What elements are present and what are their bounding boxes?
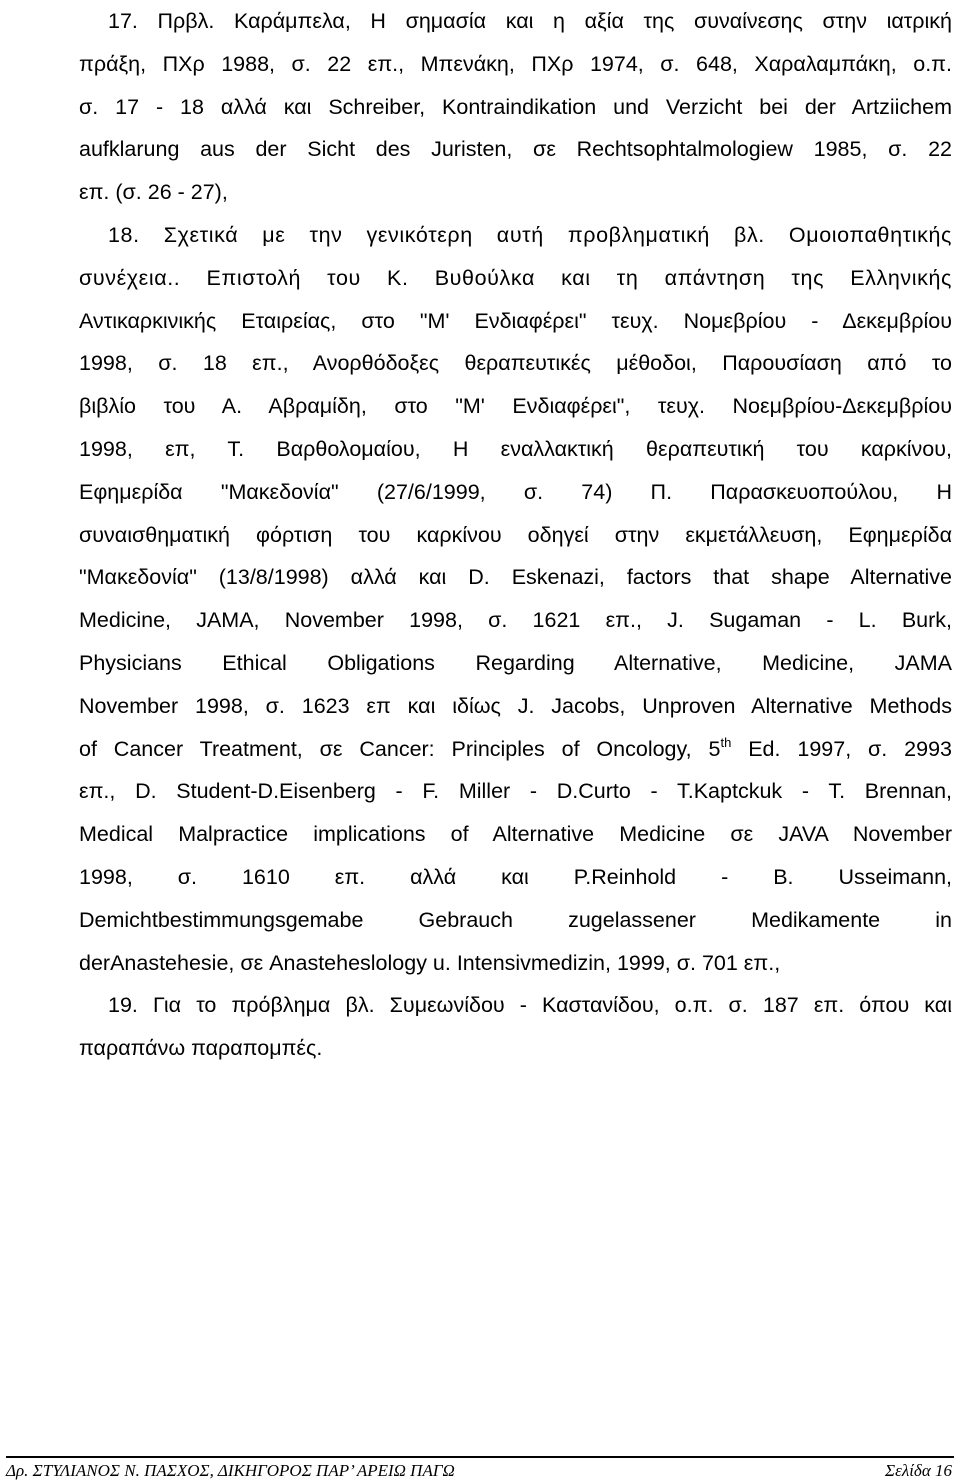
footnote-17-line-2: πράξη, ΠΧρ 1988, σ. 22 επ., Μπενάκη, ΠΧρ 1974, σ. 648, Χαραλαμπάκη, ο.π.	[79, 51, 952, 76]
footnote-17-line-5: επ. (σ. 26 - 27),	[79, 180, 228, 205]
footnote-18-line-11: Physicians Ethical Obligations Regarding Alternative, Medicine, JAMA	[79, 650, 952, 675]
footnotes-block	[79, 0, 952, 1070]
footer-page-number: Σελίδα 16	[885, 1461, 952, 1480]
footnote-18-line-2: συνέχεια.. Επιστολή του Κ. Βυθούλκα και τη απάντηση της Ελληνικής	[79, 265, 952, 290]
footnote-18-line-6: 1998, επ, Τ. Βαρθολομαίου, Η εναλλακτική θεραπευτική του καρκίνου,	[79, 436, 952, 461]
footnote-19-line-1: 19. Για το πρόβλημα βλ. Συμεωνίδου - Καστανίδου, ο.π. σ. 187 επ. όπου και	[108, 993, 952, 1018]
footnote-18-line-16: 1998, σ. 1610 επ. αλλά και P.Reinhold - B. Usseimann,	[79, 864, 952, 889]
footnote-18-line-4: 1998, σ. 18 επ., Ανορθόδοξες θεραπευτικές μέθοδοι, Παρουσίαση από το	[79, 351, 952, 376]
footnote-18-line-3: Αντικαρκινικής Εταιρείας, στο "Μ' Ενδιαφέρει" τευχ. Νομεβρίου - Δεκεμβρίου	[79, 308, 952, 333]
footnote-18-line-1: 18. Σχετικά με την γενικότερη αυτή προβληματική βλ. Ομοιοπαθητικής	[108, 222, 952, 247]
footnote-17-line-1: 17. Πρβλ. Καράμπελα, Η σημασία και η αξία της συναίνεσης στην ιατρική	[108, 9, 952, 33]
footnote-18-line-7: Εφημερίδα "Μακεδονία" (27/6/1999, σ. 74) Π. Παρασκευοπούλου, Η	[79, 479, 952, 504]
footnote-17-line-3: σ. 17 - 18 αλλά και Schreiber, Kontraindikation und Verzicht bei der Artziichem	[79, 94, 952, 119]
footnote-18-line-18: derAnastehesie, σε Anasteheslology u. Intensivmedizin, 1999, σ. 701 επ.,	[79, 950, 781, 975]
footnote-18-line-8: συναισθηματική φόρτιση του καρκίνου οδηγεί στην εκμετάλλευση, Εφημερίδα	[79, 522, 952, 547]
footnote-18-line-12: November 1998, σ. 1623 επ και ιδίως J. Jacobs, Unproven Alternative Methods	[79, 693, 952, 718]
footnote-18-line-10: Medicine, JAMA, November 1998, σ. 1621 επ., J. Sugaman - L. Burk,	[79, 608, 952, 633]
footnote-18-line-14: επ., D. Student-D.Eisenberg - F. Miller - D.Curto - T.Kaptckuk - T. Brennan,	[79, 779, 952, 804]
footnote-17-line-4: aufklarung aus der Sicht des Juristen, σε Rechtsophtalmologiew 1985, σ. 22	[79, 137, 952, 162]
footnote-18-line-9: "Μακεδονία" (13/8/1998) αλλά και D. Eskenazi, factors that shape Alternative	[79, 565, 952, 590]
footnote-19-line-2: παραπάνω παραπομπές.	[79, 1036, 323, 1061]
footnote-18-line-17: Demichtbestimmungsgemabe Gebrauch zugelassener Medikamente in	[79, 907, 952, 932]
page-footer	[6, 1461, 952, 1481]
footnote-18-line-13-after: Ed. 1997, σ. 2993	[731, 736, 952, 761]
footnote-18-line-13-before: of Cancer Treatment, σε Cancer: Principles of Oncology, 5	[79, 736, 721, 761]
footer-author: Δρ. ΣΤΥΛΙΑΝΟΣ Ν. ΠΑΣΧΟΣ, ΔΙΚΗΓΟΡΟΣ ΠΑΡ’ ΑΡΕΙΩ ΠΑΓΩ	[6, 1461, 455, 1480]
footnote-18-line-15: Medical Malpractice implications of Alternative Medicine σε JAVA November	[79, 822, 952, 847]
footnote-18-line-13	[79, 728, 952, 771]
superscript-th: th	[720, 734, 732, 750]
footnote-18-line-5: βιβλίο του Α. Αβραμίδη, στο "Μ' Ενδιαφέρει", τευχ. Νοεμβρίου-Δεκεμβρίου	[79, 394, 952, 419]
footer-divider	[6, 1456, 954, 1458]
